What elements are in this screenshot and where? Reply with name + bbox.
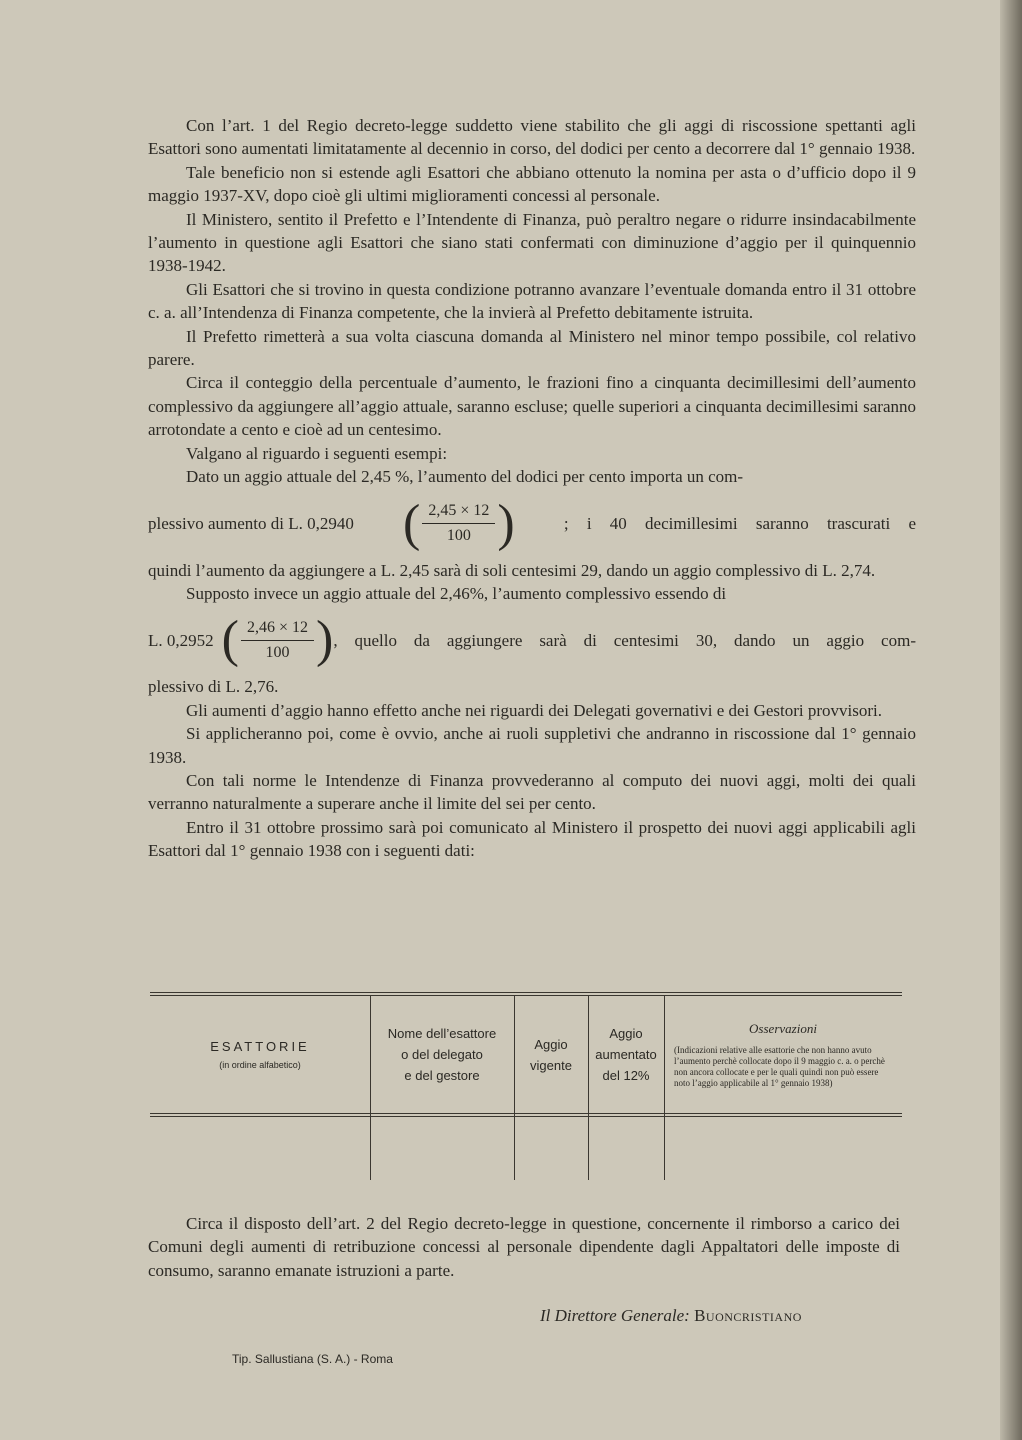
header-osservazioni xyxy=(664,996,902,1113)
left-paren: ( xyxy=(221,611,239,669)
example-1-fraction xyxy=(403,494,515,552)
closing-text xyxy=(148,1212,900,1282)
example-2-numerator: 2,46 × 12 xyxy=(241,618,314,641)
paragraph-7: Valgano al riguardo i seguenti esempi: xyxy=(186,443,448,463)
paragraph-6: Circa il conteggio della percentuale d’aumento, le frazioni fino a cinquanta decimillesimi dell’aumento complessivo da aggiungere all’aggio attuale, saranno escluse; quelle superiori a cinquanta decimillesimi saranno arrotondate a cento e cioè ad un centesimo. xyxy=(148,373,916,440)
example-2-post: , quello da aggiungere sarà di centesimi 30, dando un aggio com- xyxy=(333,630,916,650)
closing-paragraph: Circa il disposto dell’art. 2 del Regio decreto-legge in questione, concernente il rimborso a carico dei Comuni degli aumenti di retribuzione concessi al personale dipendente dagli Appaltatori delle imposte di consumo, saranno emanate istruzioni a parte. xyxy=(148,1214,900,1280)
header-esattorie-sub: (in ordine alfabetico) xyxy=(219,1060,301,1070)
paragraph-5: Il Prefetto rimetterà a sua volta ciascuna domanda al Ministero nel minor tempo possibile, col relativo parere. xyxy=(148,326,916,370)
paragraph-8: Dato un aggio attuale del 2,45 %, l’aumento del dodici per cento importa un com- xyxy=(186,467,744,487)
table-header-rule xyxy=(150,1113,902,1114)
header-nome xyxy=(370,996,514,1113)
right-paren: ) xyxy=(497,494,515,552)
example-2-fraction xyxy=(221,611,334,669)
body-text xyxy=(148,114,916,863)
example-1-line xyxy=(148,489,916,559)
paragraph-1: Con l’art. 1 del Regio decreto-legge suddetto viene stabilito che gli aggi di riscossione spettanti agli Esattori sono aumentati limitatamente al decennio in corso, del dodici per cento a decorrere dal 1° gennaio 1938. xyxy=(148,116,916,159)
header-aggio-vigente-line-1: Aggio xyxy=(534,1036,568,1052)
header-osservazioni-title: Osservazioni xyxy=(749,1020,817,1036)
printer-imprint: Tip. Sallustiana (S. A.) - Roma xyxy=(232,1352,393,1366)
paragraph-10: Supposto invece un aggio attuale del 2,46%, l’aumento complessivo essendo di xyxy=(186,583,727,603)
table-header-rule-2 xyxy=(150,1116,902,1117)
table-top-rule xyxy=(150,992,902,993)
signature xyxy=(540,1306,802,1326)
paragraph-3: Il Ministero, sentito il Prefetto e l’Intendente di Finanza, può peraltro negare o ridurre insindacabilmente l’aumento in questione agli Esattori che siano stati confermati con diminuzione d’aggio per il quinquennio 1938-1942. xyxy=(148,209,916,276)
paragraph-4: Gli Esattori che si trovino in questa condizione potranno avanzare l’eventuale domanda entro il 31 ottobre c. a. all’Intendenza di Finanza competente, che la invierà al Prefetto debitamente istruita. xyxy=(148,279,916,323)
header-esattorie-title: ESATTORIE xyxy=(210,1039,310,1054)
example-1-post: ; i 40 decimillesimi saranno trascurati e xyxy=(563,513,916,533)
example-2-pre: L. 0,2952 xyxy=(148,630,214,650)
data-table xyxy=(150,992,902,1180)
header-aggio-vigente xyxy=(514,996,588,1113)
example-1-numerator: 2,45 × 12 xyxy=(422,501,495,524)
paragraph-11: plessivo di L. 2,76. xyxy=(148,677,279,697)
header-osservazioni-text: (Indicazioni relative alle esattorie che non hanno avuto l’aumento perchè collocate dopo il 9 maggio c. a. o perchè non ancora collocate e per le quali quindi non può essere noto l’aggio applicabile al 1° gennaio 1938) xyxy=(674,1044,885,1088)
header-aggio-aumentato-line-2: aumentato xyxy=(595,1047,657,1062)
header-esattorie xyxy=(150,996,370,1113)
header-aggio-aumentato-line-3: del 12% xyxy=(602,1068,650,1083)
example-2-line xyxy=(148,605,916,675)
header-nome-line-1: Nome dell’esattore xyxy=(387,1026,497,1041)
paragraph-12: Gli aumenti d’aggio hanno effetto anche nei riguardi dei Delegati governativi e dei Gestori provvisori. xyxy=(186,700,882,720)
example-2-denominator: 100 xyxy=(265,643,290,661)
left-paren: ( xyxy=(403,494,421,552)
paragraph-2: Tale beneficio non si estende agli Esattori che abbiano ottenuto la nomina per asta o d’ufficio dopo il 9 maggio 1937-XV, dopo cioè gli ultimi miglioramenti concessi al personale. xyxy=(148,162,916,206)
paragraph-13: Si applicheranno poi, come è ovvio, anche ai ruoli suppletivi che andranno in riscossione dal 1° gennaio 1938. xyxy=(148,724,916,767)
signature-name: Buoncristiano xyxy=(694,1306,802,1325)
header-aggio-aumentato-line-1: Aggio xyxy=(609,1026,643,1041)
header-nome-line-3: e del gestore xyxy=(404,1068,480,1083)
page-edge-shadow xyxy=(1000,0,1022,1440)
example-1-denominator: 100 xyxy=(446,527,471,544)
paragraph-14: Con tali norme le Intendenze di Finanza provvederanno al computo dei nuovi aggi, molti dei quali verranno naturalmente a superare anche il limite del sei per cento. xyxy=(148,770,916,814)
header-aggio-aumentato xyxy=(588,996,664,1113)
header-aggio-vigente-line-2: vigente xyxy=(530,1057,572,1073)
example-1-pre: plessivo aumento di L. 0,2940 xyxy=(148,513,354,533)
paragraph-15: Entro il 31 ottobre prossimo sarà poi comunicato al Ministero il prospetto dei nuovi aggi applicabili agli Esattori dal 1° gennaio 1938 con i seguenti dati: xyxy=(148,817,916,861)
header-nome-line-2: o del delegato xyxy=(401,1047,483,1062)
right-paren: ) xyxy=(316,611,334,669)
paragraph-9: quindi l’aumento da aggiungere a L. 2,45 sarà di soli centesimi 29, dando un aggio complessivo di L. 2,74. xyxy=(148,560,876,580)
signature-role: Il Direttore Generale: xyxy=(540,1306,690,1325)
